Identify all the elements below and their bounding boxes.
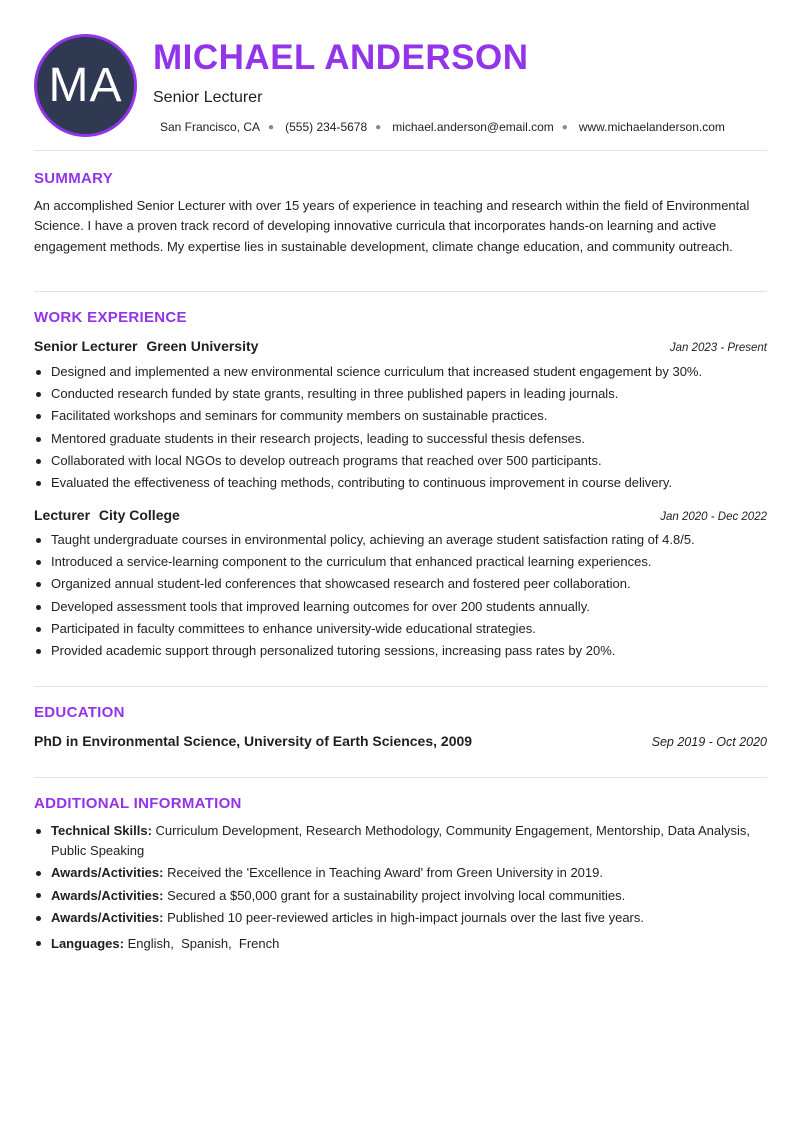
list-item: Designed and implemented a new environmental science curriculum that increased student engagement by 30%.: [51, 361, 767, 383]
additional-info-list: [51, 821, 767, 953]
info-label: Languages:: [51, 935, 124, 951]
avatar-initials: MA: [48, 59, 123, 112]
list-item: Mentored graduate students in their research projects, leading to successful thesis defenses.: [51, 428, 767, 450]
list-item: [51, 863, 767, 883]
list-item: [51, 821, 767, 860]
bullet-separator-icon: ●: [375, 121, 382, 133]
job-position: Senior Lecturer: [34, 338, 138, 354]
education-entry: [34, 733, 767, 749]
info-label: Awards/Activities:: [51, 887, 164, 903]
list-item: Developed assessment tools that improved learning outcomes for over 200 students annually.: [51, 596, 767, 618]
divider: [34, 777, 767, 778]
bullet-separator-icon: ●: [268, 121, 275, 133]
section-title-education: EDUCATION: [34, 704, 125, 721]
divider: [34, 150, 767, 151]
job-dates: Jan 2023 - Present: [669, 342, 767, 354]
contact-phone: (555) 234-5678: [285, 120, 368, 134]
list-item: Conducted research funded by state grants, resulting in three published papers in leading journals.: [51, 383, 767, 405]
job-title: [34, 338, 258, 354]
list-item: Facilitated workshops and seminars for community members on sustainable practices.: [51, 405, 767, 427]
list-item: [51, 908, 767, 928]
candidate-name: MICHAEL ANDERSON: [153, 38, 529, 77]
bullet-separator-icon: ●: [561, 121, 568, 133]
info-label: Awards/Activities:: [51, 865, 164, 880]
list-item: Provided academic support through personalized tutoring sessions, increasing pass rates by 20%.: [51, 640, 767, 662]
list-item: Evaluated the effectiveness of teaching methods, contributing to continuous improvement in course delivery.: [51, 472, 767, 494]
section-title-work-experience: WORK EXPERIENCE: [34, 309, 187, 326]
job-bullet-list: [51, 529, 767, 662]
list-item: Taught undergraduate courses in environmental policy, achieving an average student satisfaction rating of 4.8/5.: [51, 529, 767, 551]
job-dates: Jan 2020 - Dec 2022: [660, 511, 767, 523]
info-text: Received the 'Excellence in Teaching Award' from Green University in 2019.: [167, 865, 603, 880]
info-text: Curriculum Development, Research Methodology, Community Engagement, Mentorship, Data Analysis, Public Speaking: [51, 823, 750, 858]
info-text: Published 10 peer-reviewed articles in high-impact journals over the last five years.: [167, 910, 644, 925]
education-dates: Sep 2019 - Oct 2020: [651, 735, 767, 749]
section-title-summary: SUMMARY: [34, 170, 114, 187]
education-degree: PhD in Environmental Science, University of Earth Sciences, 2009: [34, 733, 473, 749]
summary-text: An accomplished Senior Lecturer with over 15 years of experience in teaching and research within the field of Environmental Science. I have a proven track record of developing innovative curricula that incorporates hands-on learning and active engagement methods. My expertise lies in sustainable development, climate change education, and community outreach.: [34, 198, 750, 254]
divider: [34, 291, 767, 292]
info-label: Awards/Activities:: [51, 910, 164, 925]
divider: [34, 686, 767, 687]
list-item: Introduced a service-learning component to the curriculum that enhanced practical learning experiences.: [51, 551, 767, 573]
info-label: Technical Skills:: [51, 823, 152, 838]
job-bullet-list: [51, 361, 767, 494]
job-header: [34, 338, 767, 354]
avatar: [34, 34, 137, 137]
list-item: [51, 934, 767, 954]
list-item: Collaborated with local NGOs to develop outreach programs that reached over 500 participants.: [51, 450, 767, 472]
info-text: English, Spanish, French: [127, 935, 280, 951]
job-title: [34, 507, 180, 523]
job-header: [34, 507, 767, 523]
candidate-role: Senior Lecturer: [153, 89, 263, 106]
job-organization: Green University: [146, 338, 259, 354]
list-item: [51, 886, 767, 906]
contact-email[interactable]: michael.anderson@email.com: [392, 120, 554, 134]
contact-location: San Francisco, CA: [160, 120, 261, 134]
info-text: Secured a $50,000 grant for a sustainability project involving local communities.: [167, 887, 626, 903]
job-position: Lecturer: [34, 507, 91, 523]
list-item: Participated in faculty committees to enhance university-wide educational strategies.: [51, 618, 767, 640]
section-title-additional-information: ADDITIONAL INFORMATION: [34, 795, 242, 812]
contact-bar: [160, 120, 725, 134]
job-organization: City College: [98, 507, 180, 523]
contact-website[interactable]: www.michaelanderson.com: [578, 120, 725, 134]
list-item: Organized annual student-led conferences that showcased research and fostered peer collaboration.: [51, 573, 767, 595]
